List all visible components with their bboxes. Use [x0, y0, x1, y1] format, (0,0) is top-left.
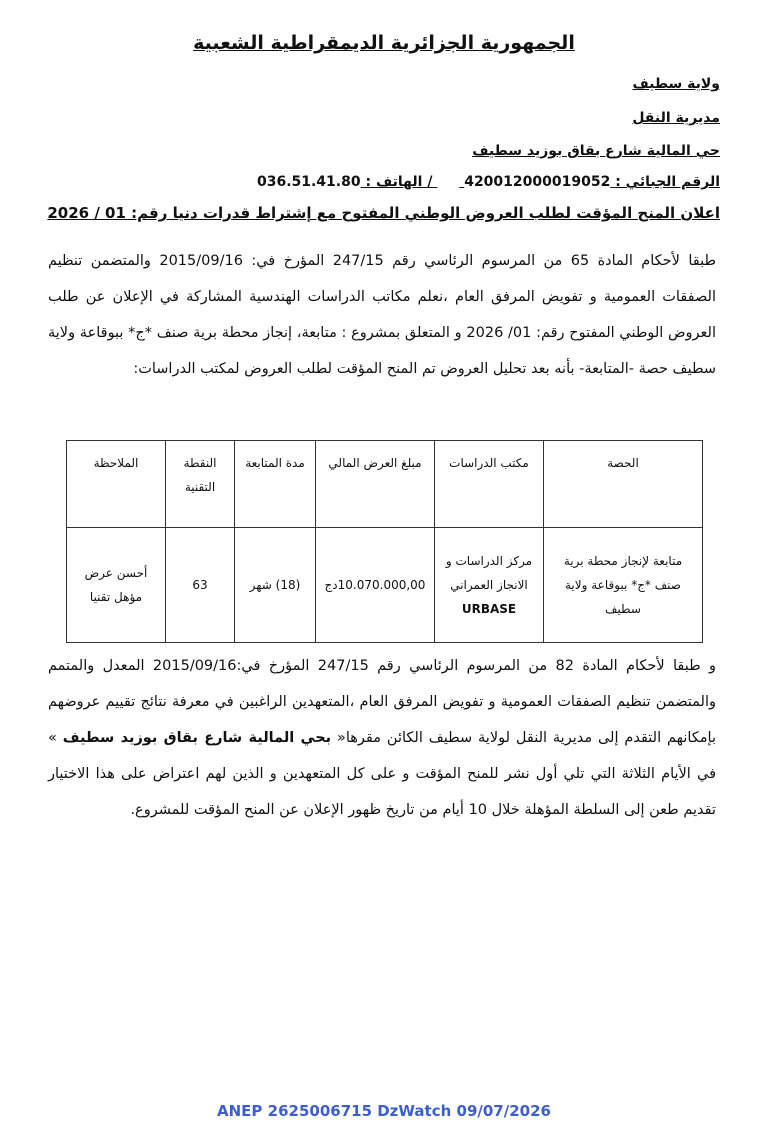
- appeal-text-part2: » في الأيام الثلاثة التي تلي أول نشر للمنح المؤقت و على كل المتعهدين و الذين لهم اعتراض على هذا الاختيار تقديم طعن إلى السلطة المؤهلة خلال 10 أيام من تاريخ ظهور الإعلان عن المنح المؤقت للمشروع.: [48, 730, 716, 818]
- announcement-title: اعلان المنح المؤقت لطلب العروض الوطني المفتوح مع إشتراط قدرات دنيا رقم: 01 / 2026: [47, 204, 720, 222]
- appeal-address-bold: بحي المالية شارع بقاق بوزيد سطيف: [62, 730, 332, 746]
- cell-lot: متابعة لإنجاز محطة برية صنف *ج* ببوقاعة ولاية سطيف: [544, 528, 703, 643]
- page-title: الجمهورية الجزائرية الديمقراطية الشعبية: [193, 32, 575, 54]
- cell-duration: (18) شهر: [235, 528, 316, 643]
- cell-amount: 10.070.000,00دج: [316, 528, 435, 643]
- phone-value: 036.51.41.80: [256, 174, 361, 190]
- address-line: حي المالية شارع بقاق بوزيد سطيف: [472, 143, 720, 159]
- office-code: URBASE: [461, 602, 517, 616]
- table-row: [67, 528, 703, 643]
- cell-score: 63: [166, 528, 235, 643]
- table-header-row: [67, 441, 703, 528]
- intro-paragraph: طبقا لأحكام المادة 65 من المرسوم الرئاسي رقم 247/15 المؤرخ في: 2015/09/16 والمتضمن تنظيم الصفقات العمومية و تفويض المرفق العام ،نعلم مكاتب الدراسات الهندسية المشاركة في الإعلان عن طلب العروض الوطني المفتوح رقم: 01/ 2026 و المتعلق بمشروع : متابعة، إنجاز محطة برية صنف *ج* ببوقاعة ولاية سطيف حصة -المتابعة- بأنه بعد تحليل العروض تم المنح المؤقت لطلب العروض لمكتب الدراسات:: [48, 253, 716, 377]
- header-remark: الملاحظة: [67, 441, 166, 528]
- header-office: مكتب الدراسات: [435, 441, 544, 528]
- appeal-text-part1: و طبقا لأحكام المادة 82 من المرسوم الرئاسي رقم 247/15 المؤرخ في:2015/09/16 المعدل والمتمم والمتضمن تنظيم الصفقات العمومية و تفويض المرفق العام ،المتعهدين الراغبين في معرفة نتائج تقييم عروضهم بإمكانهم التقدم إلى مديرية النقل لولاية سطيف الكائن مقرها«: [48, 658, 717, 746]
- header-amount: مبلغ العرض المالي: [316, 441, 435, 528]
- appeal-paragraph: [48, 648, 716, 828]
- separator: /: [427, 174, 433, 190]
- phone-label: الهاتف :: [365, 174, 423, 190]
- province-line: ولاية سطيف: [632, 76, 720, 92]
- directorate-line: مديرية النقل: [632, 110, 720, 126]
- award-table: [66, 440, 703, 643]
- tax-id-value: 420012000019052: [464, 174, 611, 190]
- tax-id-label: الرقم الجبائي :: [615, 174, 720, 190]
- header-score: النقطة التقنية: [166, 441, 235, 528]
- header-duration: مدة المتابعة: [235, 441, 316, 528]
- cell-remark: أحسن عرض مؤهل تقنيا: [67, 528, 166, 643]
- header-lot: الحصة: [544, 441, 703, 528]
- contact-line: [257, 174, 720, 190]
- office-name: مركز الدراسات و الانجاز العمراني: [445, 554, 533, 592]
- publication-footer: ANEP 2625006715 DzWatch 09/07/2026: [217, 1102, 551, 1120]
- cell-office: [435, 528, 544, 643]
